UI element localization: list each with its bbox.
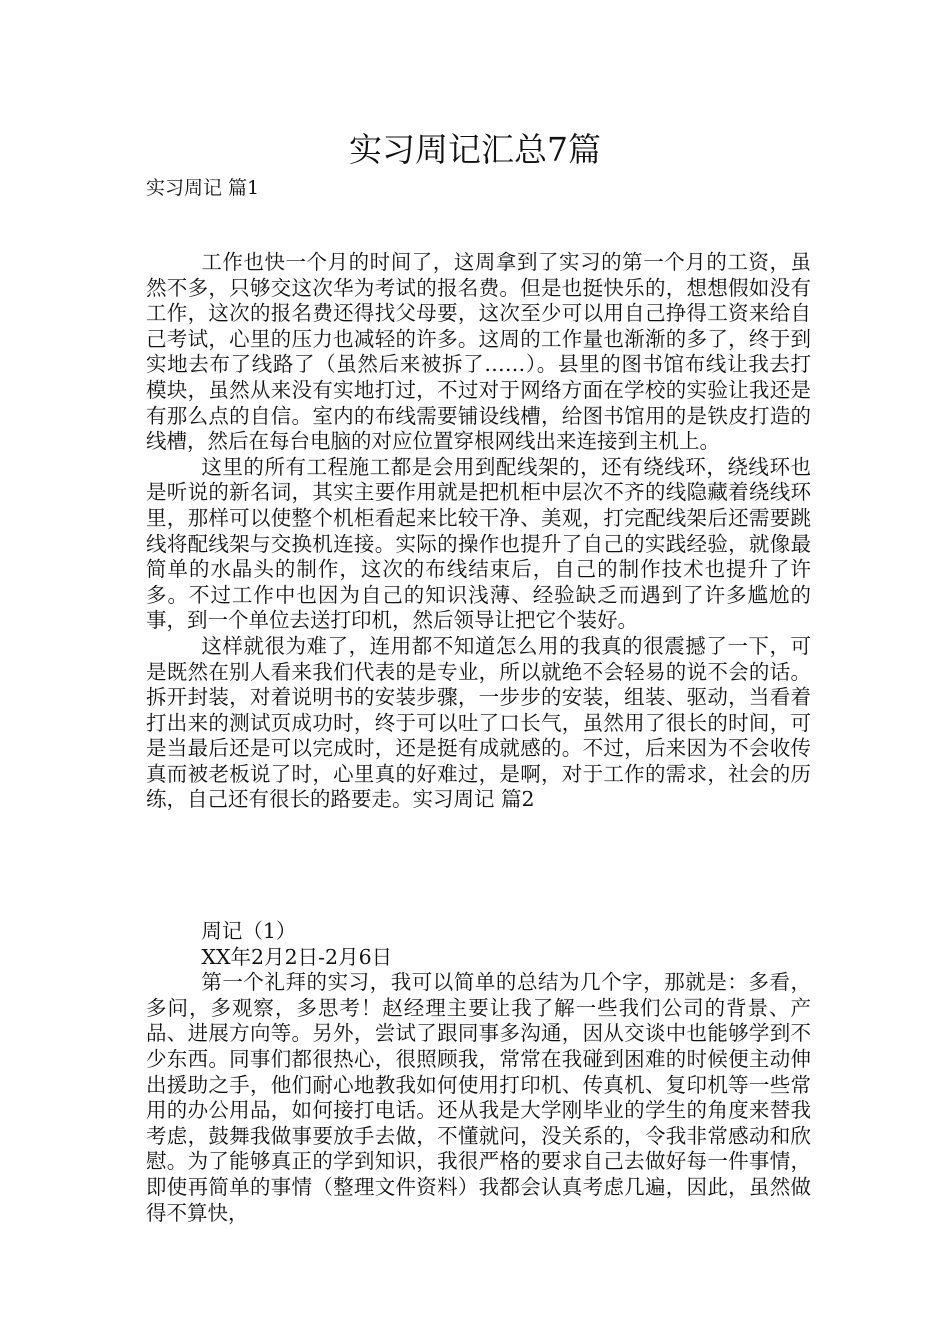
paragraph: 工作也快一个月的时间了，这周拿到了实习的第一个月的工资，虽然不多，只够交这次华为考试的报名费。但是也挺快乐的，想想假如没有工作，这次的报名费还得找父母要，这次至少可以用自己挣得工资来给自己考试，心里的压力也减轻的许多。这周的工作量也渐渐的多了，终于到实地去布了线路了（虽然后来被拆了……）。县里的图书馆布线让我去打模块，虽然从来没有实地打过，不过对于网络方面在学校的实验让我还是有那么点的自信。室内的布线需要铺设线槽，给图书馆用的是铁皮打造的线槽，然后在每台电脑的对应位置穿根网线出来连接到主机上。 — [146, 250, 811, 454]
weekly-heading: 周记（1） — [201, 919, 297, 943]
date-range: XX年2月2日-2月6日 — [201, 944, 393, 969]
document-title: 实习周记汇总7篇 — [349, 130, 601, 169]
paragraph: 这样就很为难了，连用都不知道怎么用的我真的很震撼了一下，可是既然在别人看来我们代表的是专业，所以就绝不会轻易的说不会的话。拆开封装，对着说明书的安装步骤，一步步的安装，组装、驱动，当看着打出来的测试页成功时，终于可以吐了口长气，虽然用了很长的时间，可是当最后还是可以完成时，还是挺有成就感的。不过，后来因为不会收传真而被老板说了时，心里真的好难过，是啊，对于工作的需求，社会的历练，自己还有很长的路要走。实习周记 篇2 — [146, 633, 811, 812]
paragraph: 这里的所有工程施工都是会用到配线架的，还有绕线环，绕线环也是听说的新名词，其实主要作用就是把机柜中层次不齐的线隐藏着绕线环里，那样可以使整个机柜看起来比较干净、美观，打完配线架后还需要跳线将配线架与交换机连接。实际的操作也提升了自己的实践经验，就像最简单的水晶头的制作，这次的布线结束后，自己的制作技术也提升了许多。不过工作中也因为自己的知识浅薄、经验缺乏而遇到了许多尴尬的事，到一个单位去送打印机，然后领导让把它个装好。 — [146, 454, 811, 633]
section-1-body — [146, 250, 811, 813]
section-heading: 实习周记 篇1 — [146, 177, 260, 199]
paragraph: 第一个礼拜的实习，我可以简单的总结为几个字，那就是：多看，多问，多观察，多思考！赵经理主要让我了解一些我们公司的背景、产品、进展方向等。另外，尝试了跟同事多沟通，因从交谈中也能够学到不少东西。同事们都很热心，很照顾我，常常在我碰到困难的时候便主动伸出援助之手，他们耐心地教我如何使用打印机、传真机、复印机等一些常用的办公用品，如何接打电话。还从我是大学刚毕业的学生的角度来替我考虑，鼓舞我做事要放手去做，不懂就问，没关系的，令我非常感动和欣慰。为了能够真正的学到知识，我很严格的要求自己去做好每一件事情，即使再简单的事情（整理文件资料）我都会认真考虑几遍，因此，虽然做得不算快， — [146, 970, 811, 1225]
section-2-body — [146, 919, 811, 1226]
